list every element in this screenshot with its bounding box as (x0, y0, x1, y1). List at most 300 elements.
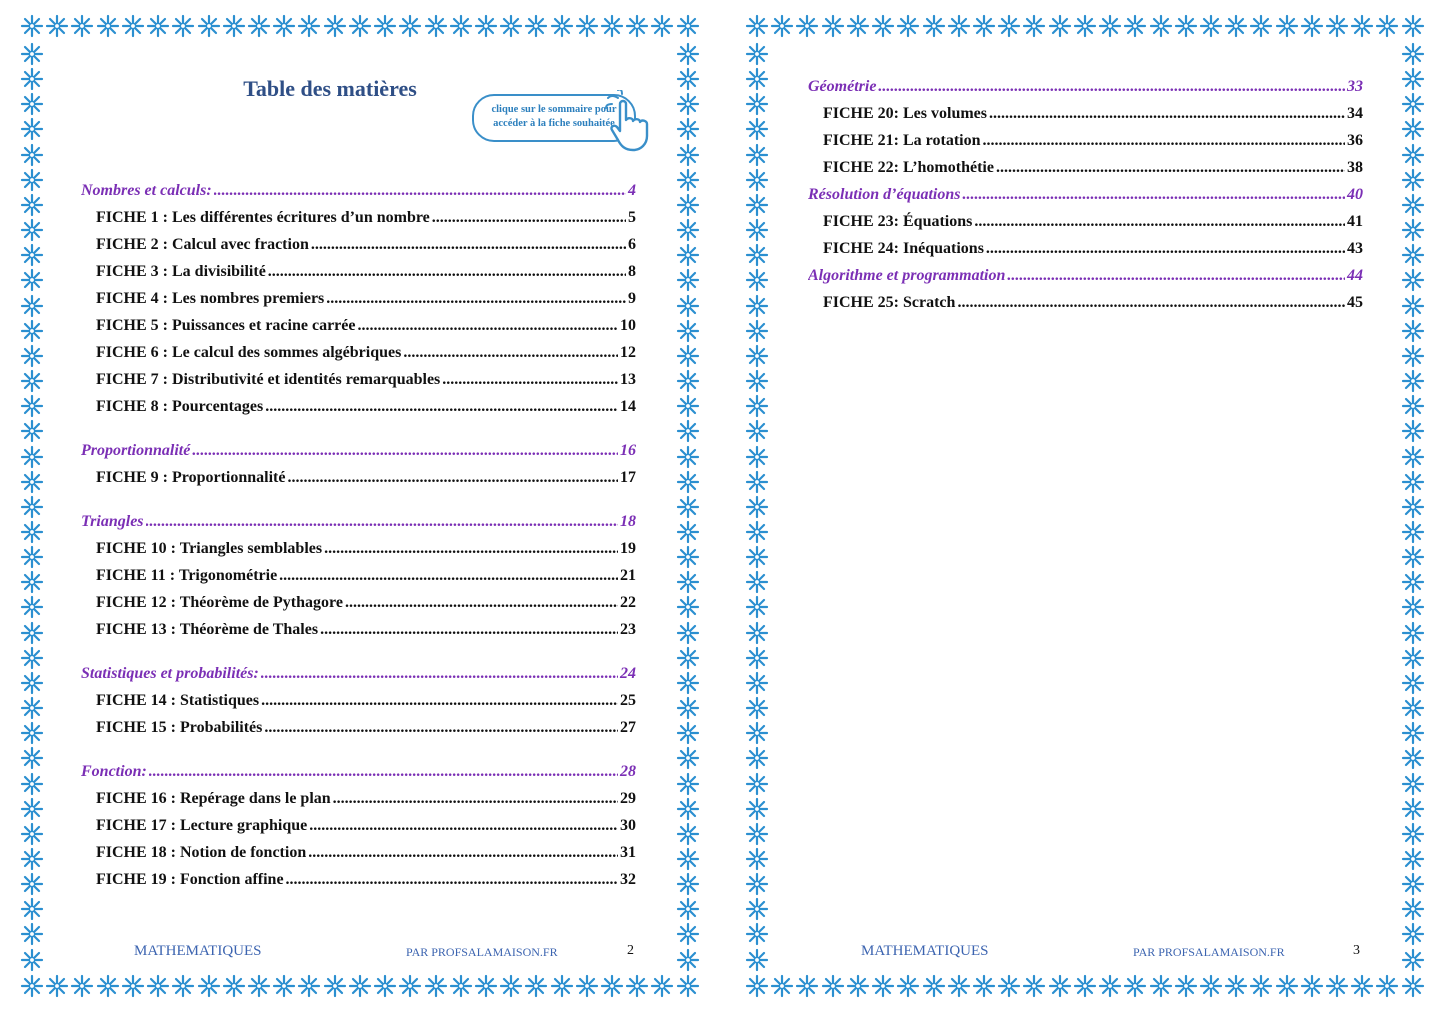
snowflake-star-icon (20, 218, 44, 242)
snowflake-star-icon (1401, 797, 1425, 821)
toc-entry-page: 23 (620, 621, 636, 638)
snowflake-star-icon (972, 974, 996, 998)
toc-fiche-entry[interactable] (96, 207, 636, 229)
toc-fiche-entry[interactable] (96, 869, 636, 891)
snowflake-star-icon (20, 419, 44, 443)
toc-entry-page: 43 (1347, 240, 1363, 257)
toc-entry-page: 44 (1347, 267, 1363, 284)
snowflake-star-icon (20, 117, 44, 141)
snowflake-star-icon (745, 218, 769, 242)
snowflake-star-icon (770, 14, 794, 38)
snowflake-star-icon (676, 671, 700, 695)
snowflake-star-icon (745, 14, 769, 38)
snowflake-star-icon (197, 974, 221, 998)
border-right (676, 42, 700, 972)
dot-leader (1007, 265, 1345, 287)
toc-section-entry[interactable] (81, 180, 636, 202)
toc-entry-page: 32 (620, 871, 636, 888)
snowflake-star-icon (1098, 974, 1122, 998)
snowflake-star-icon (20, 595, 44, 619)
snowflake-star-icon (20, 797, 44, 821)
toc-entry-label: FICHE 25: Scratch (823, 294, 956, 311)
snowflake-star-icon (1401, 721, 1425, 745)
snowflake-star-icon (1123, 974, 1147, 998)
snowflake-star-icon (745, 143, 769, 167)
toc-entry-label: FICHE 3 : La divisibilité (96, 263, 266, 280)
toc-fiche-entry[interactable] (96, 717, 636, 739)
border-right (1401, 42, 1425, 972)
snowflake-star-icon (676, 394, 700, 418)
toc-entry-label: FICHE 4 : Les nombres premiers (96, 290, 325, 307)
snowflake-star-icon (745, 922, 769, 946)
snowflake-star-icon (676, 92, 700, 116)
toc-fiche-entry[interactable] (96, 842, 636, 864)
snowflake-star-icon (676, 545, 700, 569)
snowflake-star-icon (676, 721, 700, 745)
snowflake-star-icon (600, 14, 624, 38)
snowflake-star-icon (625, 14, 649, 38)
toc-entry-label: FICHE 10 : Triangles semblables (96, 540, 323, 557)
snowflake-star-icon (348, 14, 372, 38)
toc-fiche-entry[interactable] (823, 103, 1363, 125)
pointing-hand-icon (604, 90, 668, 154)
snowflake-star-icon (676, 419, 700, 443)
snowflake-star-icon (676, 319, 700, 343)
dot-leader (982, 130, 1345, 152)
snowflake-star-icon (650, 14, 674, 38)
snowflake-star-icon (676, 948, 700, 972)
snowflake-star-icon (297, 974, 321, 998)
footer-page-number: 2 (627, 943, 634, 958)
toc-entry-label: FICHE 9 : Proportionnalité (96, 469, 286, 486)
snowflake-star-icon (676, 621, 700, 645)
toc-fiche-entry[interactable] (96, 592, 636, 614)
snowflake-star-icon (770, 974, 794, 998)
toc-entry-label: Géométrie (808, 78, 877, 95)
snowflake-star-icon (171, 974, 195, 998)
hint-line-2: accéder à la fiche souhaitée (493, 118, 615, 129)
toc-entry-page: 4 (628, 182, 636, 199)
snowflake-star-icon (1325, 974, 1349, 998)
click-hint (472, 90, 668, 154)
snowflake-star-icon (1375, 14, 1399, 38)
toc-fiche-entry[interactable] (96, 788, 636, 810)
snowflake-star-icon (1048, 974, 1072, 998)
snowflake-star-icon (1401, 168, 1425, 192)
snowflake-star-icon (745, 772, 769, 796)
snowflake-star-icon (745, 67, 769, 91)
snowflake-star-icon (20, 193, 44, 217)
snowflake-star-icon (20, 671, 44, 695)
snowflake-star-icon (20, 268, 44, 292)
toc-section-entry[interactable] (808, 265, 1363, 287)
dot-leader (279, 565, 618, 587)
toc-entry-page: 45 (1347, 294, 1363, 311)
snowflake-star-icon (1401, 218, 1425, 242)
footer-site: PAR PROFSALAMAISON.FR (1133, 945, 1285, 959)
snowflake-star-icon (676, 168, 700, 192)
toc-entry-page: 34 (1347, 105, 1363, 122)
snowflake-star-icon (1375, 974, 1399, 998)
border-bottom (20, 974, 700, 998)
snowflake-star-icon (1300, 14, 1324, 38)
hint-line-1: clique sur le sommaire pour (491, 104, 617, 115)
toc-entry-page: 18 (620, 513, 636, 530)
snowflake-star-icon (745, 243, 769, 267)
toc-section-entry[interactable] (808, 184, 1363, 206)
toc-entry-page: 22 (620, 594, 636, 611)
dot-leader (309, 815, 618, 837)
snowflake-star-icon (20, 369, 44, 393)
snowflake-star-icon (1401, 319, 1425, 343)
toc-entry-label: FICHE 2 : Calcul avec fraction (96, 236, 309, 253)
snowflake-star-icon (745, 797, 769, 821)
snowflake-star-icon (1401, 143, 1425, 167)
snowflake-star-icon (20, 822, 44, 846)
snowflake-star-icon (247, 974, 271, 998)
dot-leader (264, 717, 618, 739)
toc-section-entry[interactable] (81, 761, 636, 783)
toc-entry-label: FICHE 5 : Puissances et racine carrée (96, 317, 356, 334)
snowflake-star-icon (96, 14, 120, 38)
snowflake-star-icon (1401, 595, 1425, 619)
snowflake-star-icon (745, 344, 769, 368)
snowflake-star-icon (272, 974, 296, 998)
toc-fiche-entry[interactable] (96, 288, 636, 310)
toc-section-entry[interactable] (808, 76, 1363, 98)
snowflake-star-icon (1401, 696, 1425, 720)
snowflake-star-icon (146, 974, 170, 998)
snowflake-star-icon (676, 117, 700, 141)
snowflake-star-icon (575, 14, 599, 38)
toc-entry-page: 12 (620, 344, 636, 361)
toc-fiche-entry[interactable] (96, 690, 636, 712)
toc-fiche-entry[interactable] (96, 467, 636, 489)
toc-entry-label: FICHE 7 : Distributivité et identités remarquables (96, 371, 441, 388)
toc-entry-page: 29 (620, 790, 636, 807)
snowflake-star-icon (1401, 948, 1425, 972)
snowflake-star-icon (121, 974, 145, 998)
snowflake-star-icon (821, 14, 845, 38)
snowflake-star-icon (745, 294, 769, 318)
snowflake-star-icon (1401, 117, 1425, 141)
snowflake-star-icon (676, 369, 700, 393)
dot-leader (403, 342, 618, 364)
snowflake-star-icon (20, 14, 44, 38)
snowflake-star-icon (348, 974, 372, 998)
dot-leader (957, 292, 1345, 314)
toc-fiche-entry[interactable] (96, 261, 636, 283)
toc-fiche-entry[interactable] (96, 396, 636, 418)
snowflake-star-icon (947, 974, 971, 998)
toc-fiche-entry[interactable] (96, 538, 636, 560)
dot-leader (320, 619, 618, 641)
snowflake-star-icon (1401, 419, 1425, 443)
snowflake-star-icon (1401, 822, 1425, 846)
snowflake-star-icon (524, 14, 548, 38)
snowflake-star-icon (247, 14, 271, 38)
snowflake-star-icon (20, 746, 44, 770)
dot-leader (149, 761, 618, 783)
snowflake-star-icon (1350, 974, 1374, 998)
dot-leader (986, 238, 1345, 260)
toc-fiche-entry[interactable] (823, 157, 1363, 179)
toc-entry-label: FICHE 14 : Statistiques (96, 692, 260, 709)
toc-entry-page: 14 (620, 398, 636, 415)
snowflake-star-icon (1401, 495, 1425, 519)
snowflake-star-icon (45, 974, 69, 998)
toc-entry-page: 27 (620, 719, 636, 736)
toc-entry-page: 28 (620, 763, 636, 780)
snowflake-star-icon (676, 67, 700, 91)
toc-entry-page: 5 (628, 209, 636, 226)
snowflake-star-icon (745, 319, 769, 343)
snowflake-star-icon (676, 344, 700, 368)
snowflake-star-icon (1401, 772, 1425, 796)
dot-leader (261, 690, 618, 712)
snowflake-star-icon (20, 344, 44, 368)
snowflake-star-icon (745, 671, 769, 695)
right-page (745, 14, 1425, 998)
snowflake-star-icon (424, 14, 448, 38)
toc-entry-label: FICHE 24: Inéquations (823, 240, 984, 257)
toc-entry-page: 41 (1347, 213, 1363, 230)
dot-leader (286, 869, 618, 891)
snowflake-star-icon (745, 847, 769, 871)
toc-entry-label: FICHE 17 : Lecture graphique (96, 817, 308, 834)
snowflake-star-icon (676, 14, 700, 38)
snowflake-star-icon (947, 14, 971, 38)
snowflake-star-icon (1401, 671, 1425, 695)
toc-entry-label: Résolution d’équations (808, 186, 961, 203)
snowflake-star-icon (1401, 294, 1425, 318)
snowflake-star-icon (1199, 14, 1223, 38)
toc-entry-page: 30 (620, 817, 636, 834)
dot-leader (146, 511, 618, 533)
snowflake-star-icon (20, 445, 44, 469)
snowflake-star-icon (745, 168, 769, 192)
toc-entry-label: FICHE 23: Équations (823, 213, 973, 230)
toc-fiche-entry[interactable] (96, 234, 636, 256)
snowflake-star-icon (550, 974, 574, 998)
dot-leader (287, 467, 618, 489)
toc-entry-page: 9 (628, 290, 636, 307)
snowflake-star-icon (45, 14, 69, 38)
snowflake-star-icon (676, 974, 700, 998)
snowflake-star-icon (121, 14, 145, 38)
dot-leader (311, 234, 626, 256)
snowflake-star-icon (650, 974, 674, 998)
toc-entry-label: FICHE 21: La rotation (823, 132, 981, 149)
snowflake-star-icon (1401, 746, 1425, 770)
snowflake-star-icon (896, 974, 920, 998)
snowflake-star-icon (1149, 14, 1173, 38)
snowflake-star-icon (20, 646, 44, 670)
snowflake-star-icon (20, 42, 44, 66)
snowflake-star-icon (795, 974, 819, 998)
snowflake-star-icon (1401, 14, 1425, 38)
toc-fiche-entry[interactable] (823, 238, 1363, 260)
snowflake-star-icon (676, 470, 700, 494)
snowflake-star-icon (323, 974, 347, 998)
snowflake-star-icon (1073, 974, 1097, 998)
snowflake-star-icon (997, 974, 1021, 998)
snowflake-star-icon (70, 14, 94, 38)
snowflake-star-icon (745, 721, 769, 745)
toc-fiche-entry[interactable] (96, 619, 636, 641)
border-top (20, 14, 700, 38)
toc-entry-label: Triangles (81, 513, 144, 530)
snowflake-star-icon (676, 294, 700, 318)
snowflake-star-icon (1174, 14, 1198, 38)
toc-fiche-entry[interactable] (823, 130, 1363, 152)
toc-entry-label: FICHE 16 : Repérage dans le plan (96, 790, 331, 807)
snowflake-star-icon (197, 14, 221, 38)
snowflake-star-icon (625, 974, 649, 998)
toc-entry-label: FICHE 22: L’homothétie (823, 159, 994, 176)
snowflake-star-icon (20, 168, 44, 192)
toc-entry-page: 10 (620, 317, 636, 334)
snowflake-star-icon (922, 14, 946, 38)
snowflake-star-icon (1401, 193, 1425, 217)
toc-entry-label: Statistiques et probabilités: (81, 665, 259, 682)
snowflake-star-icon (524, 974, 548, 998)
snowflake-star-icon (1401, 974, 1425, 998)
snowflake-star-icon (20, 470, 44, 494)
snowflake-star-icon (676, 696, 700, 720)
snowflake-star-icon (20, 721, 44, 745)
dot-leader (265, 396, 618, 418)
toc-fiche-entry[interactable] (96, 342, 636, 364)
snowflake-star-icon (20, 143, 44, 167)
snowflake-star-icon (745, 42, 769, 66)
snowflake-star-icon (1401, 369, 1425, 393)
snowflake-star-icon (1401, 847, 1425, 871)
dot-leader (333, 788, 618, 810)
snowflake-star-icon (676, 897, 700, 921)
toc-fiche-entry[interactable] (96, 565, 636, 587)
snowflake-star-icon (1401, 243, 1425, 267)
toc-fiche-entry[interactable] (823, 211, 1363, 233)
toc-section-entry[interactable] (81, 440, 636, 462)
snowflake-star-icon (1249, 974, 1273, 998)
snowflake-star-icon (745, 746, 769, 770)
dot-leader (268, 261, 626, 283)
dot-leader (324, 538, 618, 560)
snowflake-star-icon (676, 520, 700, 544)
snowflake-star-icon (96, 974, 120, 998)
snowflake-star-icon (745, 520, 769, 544)
snowflake-star-icon (676, 922, 700, 946)
toc-entry-label: FICHE 13 : Théorème de Thales (96, 621, 319, 638)
snowflake-star-icon (600, 974, 624, 998)
snowflake-star-icon (1073, 14, 1097, 38)
toc-fiche-entry[interactable] (96, 815, 636, 837)
snowflake-star-icon (222, 974, 246, 998)
snowflake-star-icon (676, 847, 700, 871)
toc-entry-label: FICHE 12 : Théorème de Pythagore (96, 594, 343, 611)
toc-section-entry[interactable] (81, 511, 636, 533)
snowflake-star-icon (398, 14, 422, 38)
snowflake-star-icon (745, 696, 769, 720)
snowflake-star-icon (474, 14, 498, 38)
snowflake-star-icon (424, 974, 448, 998)
snowflake-star-icon (171, 14, 195, 38)
snowflake-star-icon (676, 445, 700, 469)
dot-leader (432, 207, 626, 229)
snowflake-star-icon (972, 14, 996, 38)
toc-entry-label: Proportionnalité (81, 442, 191, 459)
snowflake-star-icon (1401, 470, 1425, 494)
snowflake-star-icon (1048, 14, 1072, 38)
snowflake-star-icon (1401, 344, 1425, 368)
snowflake-star-icon (499, 14, 523, 38)
snowflake-star-icon (272, 14, 296, 38)
border-top (745, 14, 1425, 38)
snowflake-star-icon (20, 545, 44, 569)
toc-entry-page: 13 (620, 371, 636, 388)
dot-leader (308, 842, 618, 864)
snowflake-star-icon (1401, 872, 1425, 896)
snowflake-star-icon (871, 14, 895, 38)
snowflake-star-icon (20, 922, 44, 946)
dot-leader (878, 76, 1345, 98)
toc-fiche-entry[interactable] (96, 369, 636, 391)
toc-fiche-entry[interactable] (96, 315, 636, 337)
footer-site: PAR PROFSALAMAISON.FR (406, 945, 558, 959)
snowflake-star-icon (745, 822, 769, 846)
snowflake-star-icon (1401, 268, 1425, 292)
snowflake-star-icon (550, 14, 574, 38)
snowflake-star-icon (1325, 14, 1349, 38)
snowflake-star-icon (745, 117, 769, 141)
snowflake-star-icon (20, 772, 44, 796)
snowflake-star-icon (1401, 520, 1425, 544)
snowflake-star-icon (676, 193, 700, 217)
snowflake-star-icon (1401, 570, 1425, 594)
snowflake-star-icon (1401, 445, 1425, 469)
toc-entry-label: FICHE 6 : Le calcul des sommes algébriques (96, 344, 402, 361)
snowflake-star-icon (676, 772, 700, 796)
snowflake-star-icon (676, 797, 700, 821)
toc-entry-label: FICHE 8 : Pourcentages (96, 398, 264, 415)
snowflake-star-icon (846, 974, 870, 998)
snowflake-star-icon (745, 394, 769, 418)
snowflake-star-icon (745, 646, 769, 670)
toc-section-entry[interactable] (81, 663, 636, 685)
dot-leader (357, 315, 618, 337)
dot-leader (214, 180, 626, 202)
snowflake-star-icon (676, 595, 700, 619)
toc-entry-label: Algorithme et programmation (808, 267, 1006, 284)
snowflake-star-icon (745, 419, 769, 443)
snowflake-star-icon (449, 14, 473, 38)
snowflake-star-icon (1199, 974, 1223, 998)
dot-leader (326, 288, 626, 310)
snowflake-star-icon (871, 974, 895, 998)
toc-fiche-entry[interactable] (823, 292, 1363, 314)
toc-entry-label: FICHE 19 : Fonction affine (96, 871, 284, 888)
snowflake-star-icon (20, 948, 44, 972)
snowflake-star-icon (1401, 92, 1425, 116)
snowflake-star-icon (20, 847, 44, 871)
dot-leader (192, 440, 618, 462)
snowflake-star-icon (676, 268, 700, 292)
snowflake-star-icon (1401, 646, 1425, 670)
toc-entry-page: 8 (628, 263, 636, 280)
footer-page-number: 3 (1353, 943, 1360, 958)
toc-entry-label: FICHE 1 : Les différentes écritures d’un nombre (96, 209, 430, 226)
